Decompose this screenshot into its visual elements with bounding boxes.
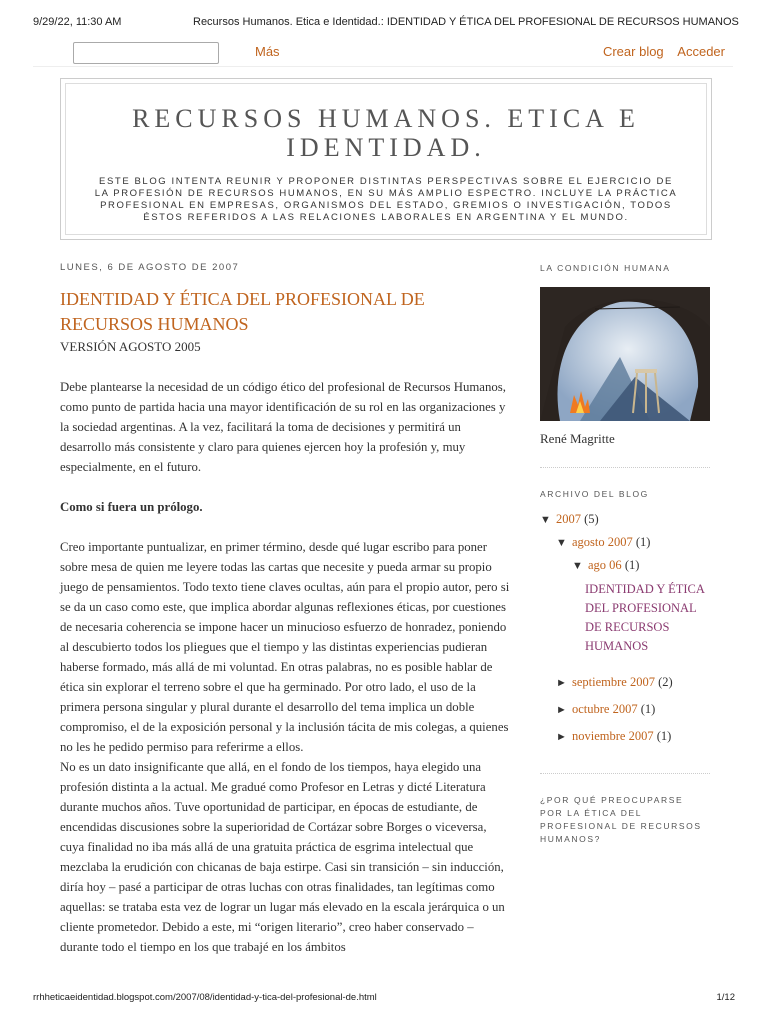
archive-month-oct [540,699,710,720]
create-blog-link[interactable]: Crear blog [602,44,664,59]
navbar-divider [33,66,733,67]
post-paragraph-2: Creo importante puntualizar, en primer término, desde qué lugar escribo para poner sobre mesa de quien me leyere todas las cartas que necesite y pueda armar su propio juego de pensamientos. Todo texto tiene claves ocultas, aún para el propio autor, pero si se da un caso como este, que implica abordar algunas reflexiones éticas, por cuestiones de necesaria coherencia se impone hacer un minucioso esfuerzo de honradez, poniendo al descubierto todos los pliegues que el tiempo y las distintas experiencias pudieran haberse formado, más allá de mi voluntad. En otras palabras, no es posible hablar de ética sin explorar el terreno sobre el que ha germinado. Por otro lado, el uso de la primera persona singular y plural durante el desarrollo del tema implica un doble compromiso, el de la exposición personal y la inclusión tácita de mis colegas, a quienes no les he pedido permiso para referirme a ellos. [60,540,510,754]
post-date: LUNES, 6 DE AGOSTO DE 2007 [60,262,240,273]
sidebar-divider [540,467,710,468]
blog-archive [540,509,710,747]
collapse-toggle-icon[interactable]: ► [556,731,567,743]
archive-month-count: (1) [635,535,651,549]
post-subtitle: Como si fuera un prólogo. [60,500,203,514]
archive-month-count: (2) [658,675,673,689]
archive-year-count: (5) [584,512,599,526]
print-page-title: Recursos Humanos. Etica e Identidad.: IDENTIDAD Y ÉTICA DEL PROFESIONAL DE RECURSOS HUMANOS [193,16,739,28]
blog-description: ESTE BLOG INTENTA REUNIR Y PROPONER DISTINTAS PERSPECTIVAS SOBRE EL EJERCICIO DE LA PROFESIÓN DE RECURSOS HUMANOS, EN SU MÁS AMPLIO ESPECTRO. INCLUYE LA PRÁCTICA PROFESIONAL EN EMPRESAS, ORGANISMOS DEL ESTADO, GREMIOS O INVESTIGACIÓN, TODOS ÉSTOS REFERIDOS A LAS RELACIONES LABORALES EN ARGENTINA Y EL MUNDO. [94,176,678,223]
sign-in-link[interactable]: Acceder [677,44,725,59]
expand-toggle-icon[interactable]: ▼ [556,537,567,549]
archive-post-link[interactable]: IDENTIDAD Y ÉTICA DEL PROFESIONAL DE RECURSOS HUMANOS [585,582,705,653]
archive-heading: ARCHIVO DEL BLOG [540,489,649,499]
post-paragraph-3: No es un dato insignificante que allá, en el fondo de los tiempos, haya elegido una profesión distinta a la actual. Me gradué como Profesor en Letras y dicté Literatura durante muchos años. Tuve oportunidad de participar, en épocas de estudiante, de encendidas discusiones sobre la superioridad de Cortázar sobre Borges o viceversa, cuya finalidad no iba más allá de una gratuita práctica de esgrima intelectual que mezclaba la erudición con chicanas de baja estirpe. Casi sin transición – sin inducción, diría hoy – pasé a participar de otras luchas con otras finalidades, tan legítimas como aquellas: se trataba esta vez de lograr un lugar más elevado en la escala jerárquica o un cliente prometedor. Debido a este, mi “origen literario”, creo haber conservado – durante todo el tiempo en los que trabajé en los ámbitos [60,760,505,954]
print-footer-url: rrhheticaeidentidad.blogspot.com/2007/08/identidad-y-tica-del-profesional-de.html [33,992,377,1003]
archive-month-link[interactable]: septiembre 2007 [572,675,655,689]
expand-toggle-icon[interactable]: ▼ [572,560,583,572]
magritte-painting-image [540,287,710,421]
image-caption: René Magritte [540,431,615,446]
collapse-toggle-icon[interactable]: ► [556,704,567,716]
archive-year-2007 [540,509,710,530]
more-link[interactable]: Más [255,44,280,59]
archive-month-link[interactable]: octubre 2007 [572,702,638,716]
blogger-navbar [33,40,733,66]
archive-month-sep [540,672,710,693]
archive-month-link[interactable]: agosto 2007 [572,535,633,549]
post-body [60,337,510,957]
archive-day-count: (1) [624,558,640,572]
blog-header [60,78,712,240]
post-paragraph-1: Debe plantearse la necesidad de un código ético del profesional de Recursos Humanos, como punto de partida hacia una mayor identificación de su rol en las organizaciones y la sociedad argentinas. A la vez, facilitará la toma de decisiones y permitirá un desarrollo más consistente y claro para quienes ejercen hoy la profesión y, muy especialmente, en el futuro. [60,380,506,474]
expand-toggle-icon[interactable]: ▼ [540,514,551,526]
print-datetime: 9/29/22, 11:30 AM [33,16,122,28]
sidebar [540,262,710,846]
archive-day-link[interactable]: ago 06 [588,558,622,572]
collapse-toggle-icon[interactable]: ► [556,677,567,689]
archive-month-aug [540,532,710,553]
sidebar-divider [540,773,710,774]
archive-month-nov [540,726,710,747]
archive-month-count: (1) [656,729,672,743]
archive-month-count: (1) [640,702,656,716]
post-version: VERSIÓN AGOSTO 2005 [60,339,201,354]
search-input[interactable] [73,42,219,64]
image-widget-heading: LA CONDICIÓN HUMANA [540,263,671,273]
main-column [60,262,510,957]
archive-year-link[interactable]: 2007 [556,512,581,526]
why-heading: ¿POR QUÉ PREOCUPARSE POR LA ÉTICA DEL PROFESIONAL DE RECURSOS HUMANOS? [540,795,702,844]
blog-title[interactable]: RECURSOS HUMANOS. ETICA E IDENTIDAD. [132,104,640,162]
post-title[interactable]: IDENTIDAD Y ÉTICA DEL PROFESIONAL DE RECURSOS HUMANOS [60,289,425,334]
archive-day [540,555,710,576]
archive-month-link[interactable]: noviembre 2007 [572,729,654,743]
print-page-number: 1/12 [716,992,735,1003]
